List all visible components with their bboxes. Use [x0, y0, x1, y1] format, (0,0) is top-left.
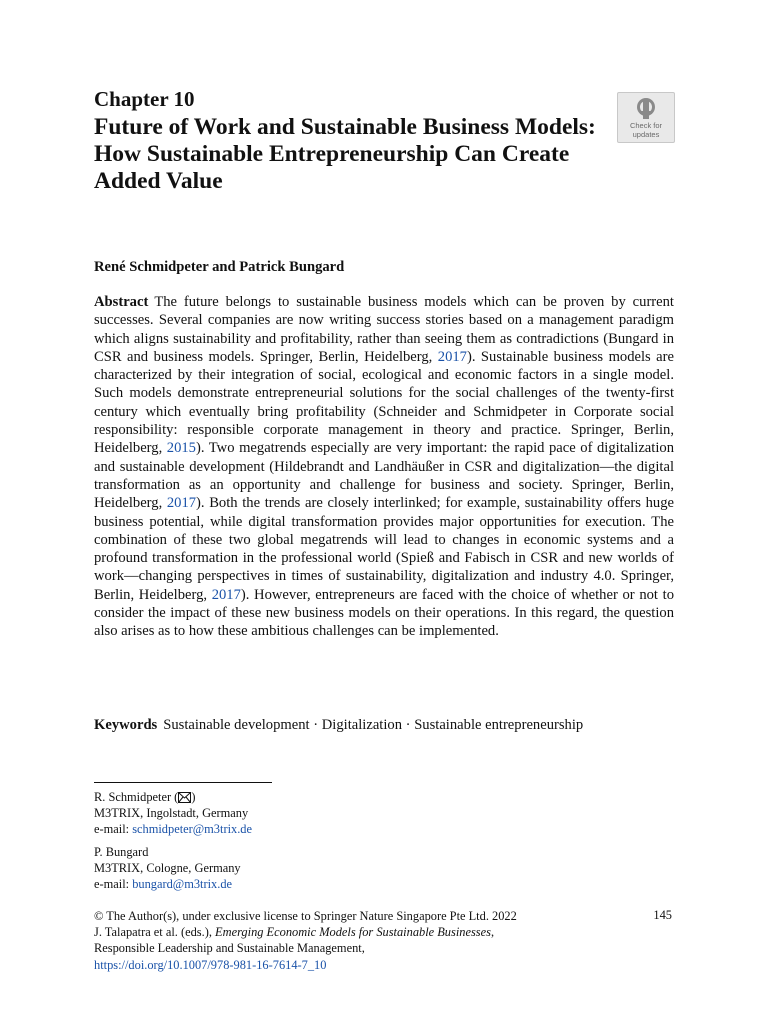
keyword-item: Sustainable entrepreneurship: [414, 717, 584, 733]
email-label: e-mail:: [94, 822, 133, 836]
author-list: René Schmidpeter and Patrick Bungard: [94, 259, 345, 275]
abstract-text-3: ). Two megatrends especially are very important: the rapid pace of digitalization and sustainable development (Hildebrandt and Landhäußer in CSR and digitalization—the digital transformation as an opportunity and challenge for business and society. Springer, Berlin, Heidelberg,: [94, 440, 674, 512]
keywords: [94, 716, 674, 735]
abstract: [94, 293, 674, 641]
chapter-title: Future of Work and Sustainable Business Models: How Sustainable Entrepreneurship Can Create Added Value: [94, 114, 596, 194]
editors: J. Talapatra et al. (eds.),: [94, 925, 216, 940]
keyword-separator: ·: [313, 717, 319, 733]
check-for-updates-icon: [635, 97, 657, 121]
badge-line-2: updates: [632, 130, 660, 139]
citation-link[interactable]: 2017: [166, 495, 197, 512]
affiliation-name: R. Schmidpeter (: [94, 790, 179, 804]
footnote-divider: [94, 782, 272, 783]
affiliation-org: M3TRIX, Cologne, Germany: [94, 861, 241, 875]
abstract-text-1: The future belongs to sustainable business models which can be proven by current successes. Several companies are now writing success stories based on a management paradigm which aligns sustainability and profitability, rather than seeing them as contradictions (Bungard in CSR and business models. Springer, Berlin, Heidelberg,: [94, 294, 674, 365]
chapter-header: [94, 86, 674, 195]
affiliation-bungard: [94, 844, 494, 892]
citation-link[interactable]: 2015: [166, 440, 196, 457]
email-link[interactable]: schmidpeter@m3trix.de: [132, 822, 253, 836]
page-number: 145: [653, 908, 672, 922]
doi-link[interactable]: https://doi.org/10.1007/978-981-16-7614-7_10: [94, 957, 327, 972]
book-title: Emerging Economic Models for Sustainable Businesses: [215, 925, 491, 940]
copyright-line: © The Author(s), under exclusive license to Springer Nature Singapore Pte Ltd. 2022: [94, 909, 517, 923]
series-title: Responsible Leadership and Sustainable Management,: [94, 941, 365, 956]
keywords-label: Keywords: [94, 717, 158, 733]
email-label: e-mail:: [94, 877, 133, 891]
affiliation-name: P. Bungard: [94, 845, 149, 859]
copyright-block: [94, 908, 674, 973]
keyword-separator: ·: [405, 717, 411, 733]
abstract-label: Abstract: [94, 294, 149, 310]
affiliation-schmidpeter: [94, 789, 494, 837]
book-title-suffix: ,: [490, 925, 495, 940]
affiliation-org: M3TRIX, Ingolstadt, Germany: [94, 806, 249, 820]
citation-link[interactable]: 2017: [437, 348, 467, 365]
email-link[interactable]: bungard@m3trix.de: [132, 877, 233, 891]
keyword-item: Sustainable development: [163, 717, 310, 733]
abstract-text-4: ). Both the trends are closely interlinked; for example, sustainability offers huge business potential, while digital transformation provides major opportunities for execution. The combination of these two global megatrends will lead to changes in economic systems and a profound transformation in the professional world (Spieß and Fabisch in CSR and new worlds of work—changing perspectives in times of sustainability, digitalization and industry 4.0. Springer, Berlin, Heidelberg,: [94, 495, 674, 603]
envelope-icon: [178, 792, 191, 803]
abstract-text-2: ). Sustainable business models are characterized by their integration of social, ecological and economic factors in a single model. Such models demonstrate entrepreneurial solutions for the social challenges of the twenty-first century which eventually bring profitability (Schneider and Schmidpeter in Corporate social responsibility: responsible corporate management in theory and practice. Springer, Berlin, Heidelberg,: [94, 348, 674, 457]
check-for-updates-badge[interactable]: [617, 92, 675, 143]
citation-link[interactable]: 2017: [211, 586, 241, 603]
badge-line-1: Check for: [629, 121, 663, 130]
affiliation-name-suffix: ): [191, 790, 196, 804]
keyword-item: Digitalization: [321, 717, 402, 733]
chapter-label: Chapter 10: [94, 87, 195, 111]
abstract-text-5: ). However, entrepreneurs are faced with the choice of whether or not to consider the impact of these new business models on their operations. In this regard, the question also arises as to how these ambitious challenges can be implemented.: [94, 586, 674, 640]
